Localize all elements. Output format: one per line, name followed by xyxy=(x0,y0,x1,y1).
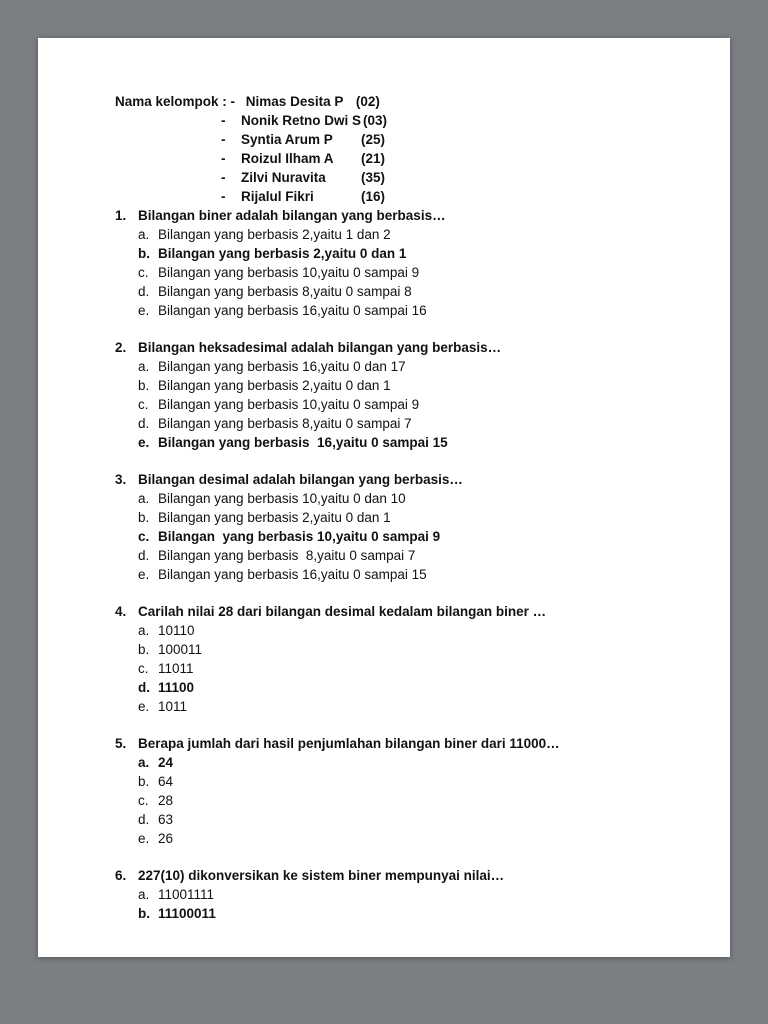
question-text: Carilah nilai 28 dari bilangan desimal kedalam bilangan biner … xyxy=(138,604,547,619)
option-row xyxy=(115,772,694,791)
question-line xyxy=(115,866,694,885)
question-block xyxy=(115,206,694,320)
option-letter: b. xyxy=(138,246,150,261)
member-number: (21) xyxy=(361,151,386,166)
option-row xyxy=(115,414,694,433)
option-letter: d. xyxy=(138,416,150,431)
question-number: 5. xyxy=(115,736,127,751)
question-block xyxy=(115,338,694,452)
option-text: Bilangan yang berbasis 8,yaitu 0 sampai 7 xyxy=(158,548,416,563)
question-number: 4. xyxy=(115,604,127,619)
option-row xyxy=(115,640,694,659)
option-row xyxy=(115,659,694,678)
option-letter: b. xyxy=(138,642,150,657)
option-letter: d. xyxy=(138,548,150,563)
question-number: 1. xyxy=(115,208,127,223)
option-row xyxy=(115,244,694,263)
option-letter: d. xyxy=(138,680,150,695)
dash-bullet: - xyxy=(221,132,226,147)
member-row xyxy=(115,111,694,130)
option-row xyxy=(115,282,694,301)
option-text: Bilangan yang berbasis 16,yaitu 0 dan 17 xyxy=(158,359,406,374)
option-row xyxy=(115,678,694,697)
dash-bullet: - xyxy=(221,170,226,185)
member-number: (25) xyxy=(361,132,386,147)
question-text: Berapa jumlah dari hasil penjumlahan bilangan biner dari 11000… xyxy=(138,736,560,751)
option-row xyxy=(115,546,694,565)
question-line xyxy=(115,206,694,225)
option-row xyxy=(115,904,694,923)
option-text: Bilangan yang berbasis 16,yaitu 0 sampai 16 xyxy=(158,303,427,318)
leader-name: Nimas Desita P xyxy=(245,94,344,109)
option-row xyxy=(115,357,694,376)
option-letter: a. xyxy=(138,359,150,374)
question-block xyxy=(115,866,694,923)
question-text: 227(10) dikonversikan ke sistem biner mempunyai nilai… xyxy=(138,868,505,883)
option-letter: c. xyxy=(138,265,149,280)
option-text: 1011 xyxy=(158,699,188,714)
option-text: Bilangan yang berbasis 2,yaitu 0 dan 1 xyxy=(158,510,391,525)
option-row xyxy=(115,395,694,414)
question-line xyxy=(115,338,694,357)
option-text: 10110 xyxy=(158,623,195,638)
option-row xyxy=(115,791,694,810)
option-text: Bilangan yang berbasis 2,yaitu 0 dan 1 xyxy=(158,378,391,393)
option-row xyxy=(115,565,694,584)
question-line xyxy=(115,602,694,621)
group-label: Nama kelompok : - xyxy=(115,94,236,109)
option-letter: d. xyxy=(138,812,150,827)
option-letter: b. xyxy=(138,378,150,393)
option-letter: a. xyxy=(138,623,150,638)
dash-bullet: - xyxy=(221,189,226,204)
option-row xyxy=(115,508,694,527)
option-text: Bilangan yang berbasis 10,yaitu 0 sampai 9 xyxy=(158,265,420,280)
member-name: Nonik Retno Dwi S xyxy=(241,113,362,128)
option-text: 63 xyxy=(158,812,174,827)
document-page xyxy=(38,38,730,957)
option-letter: b. xyxy=(138,510,150,525)
member-name: Syntia Arum P xyxy=(241,132,333,147)
option-row xyxy=(115,753,694,772)
question-line xyxy=(115,734,694,753)
option-row xyxy=(115,829,694,848)
option-row xyxy=(115,489,694,508)
option-text: Bilangan yang berbasis 2,yaitu 1 dan 2 xyxy=(158,227,391,242)
option-text: Bilangan yang berbasis 10,yaitu 0 dan 10 xyxy=(158,491,406,506)
question-block xyxy=(115,602,694,716)
question-number: 6. xyxy=(115,868,127,883)
option-row xyxy=(115,376,694,395)
question-list xyxy=(115,206,694,923)
option-row xyxy=(115,225,694,244)
option-letter: c. xyxy=(138,397,149,412)
member-list xyxy=(115,111,694,206)
question-block xyxy=(115,734,694,848)
member-name: Zilvi Nuravita xyxy=(241,170,326,185)
option-text: Bilangan yang berbasis 10,yaitu 0 sampai 9 xyxy=(158,529,441,544)
member-number: (03) xyxy=(363,113,388,128)
question-number: 3. xyxy=(115,472,127,487)
option-letter: c. xyxy=(138,529,150,544)
question-block xyxy=(115,470,694,584)
option-text: 24 xyxy=(158,755,174,770)
option-letter: a. xyxy=(138,227,150,242)
option-text: 11100 xyxy=(158,680,195,695)
question-text: Bilangan heksadesimal adalah bilangan yang berbasis… xyxy=(138,340,502,355)
member-row xyxy=(115,187,694,206)
dash-bullet: - xyxy=(221,113,226,128)
option-text: 28 xyxy=(158,793,174,808)
member-number: (35) xyxy=(361,170,386,185)
option-text: 64 xyxy=(158,774,174,789)
question-number: 2. xyxy=(115,340,127,355)
option-text: 11011 xyxy=(158,661,194,676)
option-text: Bilangan yang berbasis 16,yaitu 0 sampai 15 xyxy=(158,567,427,582)
option-text: Bilangan yang berbasis 2,yaitu 0 dan 1 xyxy=(158,246,407,261)
option-letter: a. xyxy=(138,755,150,770)
option-letter: e. xyxy=(138,435,150,450)
member-row xyxy=(115,130,694,149)
question-text: Bilangan biner adalah bilangan yang berbasis… xyxy=(138,208,446,223)
option-row xyxy=(115,810,694,829)
option-letter: b. xyxy=(138,906,150,921)
member-name: Roizul Ilham A xyxy=(241,151,334,166)
option-row xyxy=(115,621,694,640)
option-letter: e. xyxy=(138,831,150,846)
question-text: Bilangan desimal adalah bilangan yang berbasis… xyxy=(138,472,463,487)
option-text: 26 xyxy=(158,831,174,846)
dash-bullet: - xyxy=(221,151,226,166)
option-text: 11100011 xyxy=(158,906,216,921)
option-text: Bilangan yang berbasis 16,yaitu 0 sampai 15 xyxy=(158,435,448,450)
option-letter: c. xyxy=(138,793,149,808)
option-letter: b. xyxy=(138,774,150,789)
option-row xyxy=(115,697,694,716)
option-text: Bilangan yang berbasis 8,yaitu 0 sampai 7 xyxy=(158,416,412,431)
option-row xyxy=(115,527,694,546)
member-row xyxy=(115,149,694,168)
option-text: 11001111 xyxy=(158,887,215,902)
member-row xyxy=(115,168,694,187)
option-text: Bilangan yang berbasis 8,yaitu 0 sampai 8 xyxy=(158,284,412,299)
member-number: (16) xyxy=(361,189,386,204)
member-name: Rijalul Fikri xyxy=(241,189,314,204)
option-letter: d. xyxy=(138,284,150,299)
option-letter: a. xyxy=(138,491,150,506)
question-line xyxy=(115,470,694,489)
option-text: 100011 xyxy=(158,642,203,657)
option-text: Bilangan yang berbasis 10,yaitu 0 sampai 9 xyxy=(158,397,420,412)
leader-number: (02) xyxy=(355,94,380,109)
option-letter: c. xyxy=(138,661,149,676)
option-letter: a. xyxy=(138,887,150,902)
option-row xyxy=(115,263,694,282)
group-header-line xyxy=(115,92,694,111)
option-letter: e. xyxy=(138,303,150,318)
option-letter: e. xyxy=(138,567,150,582)
option-row xyxy=(115,433,694,452)
option-row xyxy=(115,885,694,904)
option-row xyxy=(115,301,694,320)
option-letter: e. xyxy=(138,699,150,714)
